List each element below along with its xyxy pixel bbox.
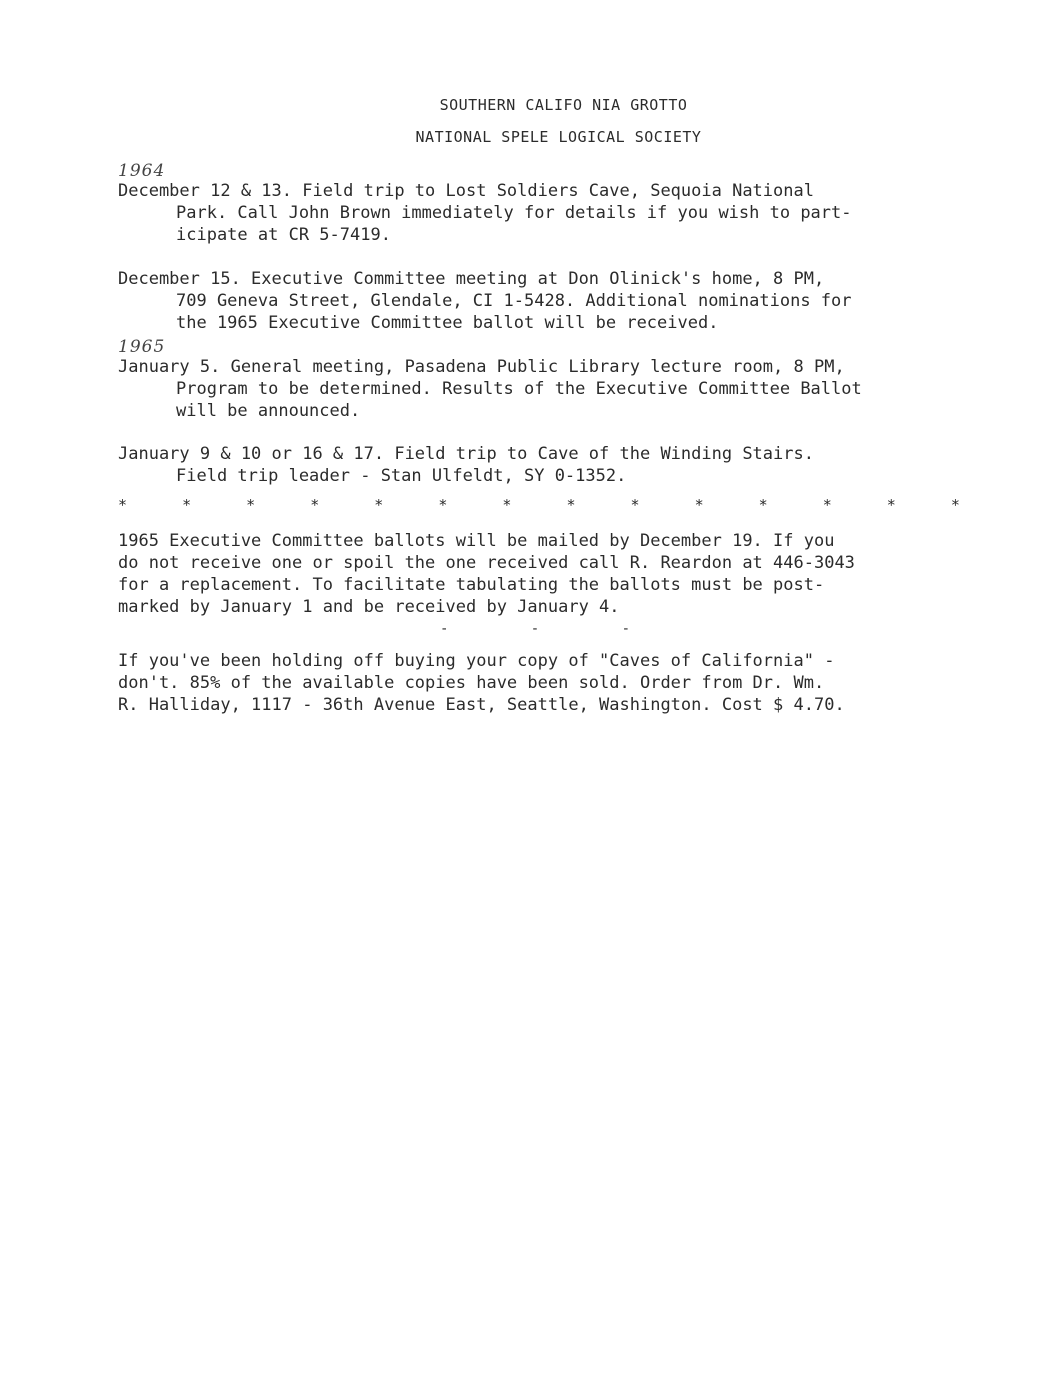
- entry-line: Program to be determined. Results of the Executive Committee Ballot: [176, 379, 862, 399]
- paragraph-line: do not receive one or spoil the one received call R. Reardon at 446-3043: [118, 553, 855, 573]
- entry-line: 709 Geneva Street, Glendale, CI 1-5428. Additional nominations for: [176, 291, 852, 311]
- separator-star: *: [694, 496, 704, 514]
- separator-star: *: [886, 496, 896, 514]
- separator-star: *: [118, 496, 128, 514]
- entry-line: December 15. Executive Committee meeting at Don Olinick's home, 8 PM,: [118, 269, 825, 289]
- entry-line: January 5. General meeting, Pasadena Public Library lecture room, 8 PM,: [118, 357, 845, 377]
- separator-star: *: [502, 496, 512, 514]
- dash-separator: [440, 618, 630, 640]
- separator-dash: -: [621, 621, 630, 637]
- paragraph-line: 1965 Executive Committee ballots will be mailed by December 19. If you: [118, 531, 835, 551]
- separator-star: *: [438, 496, 448, 514]
- caves-book-paragraph: [118, 650, 978, 716]
- paragraph-line: If you've been holding off buying your copy of "Caves of California" -: [118, 651, 835, 671]
- star-separator: [118, 494, 960, 516]
- entry-line: will be announced.: [176, 401, 361, 421]
- paragraph-line: R. Halliday, 1117 - 36th Avenue East, Seattle, Washington. Cost $ 4.70.: [118, 695, 845, 715]
- separator-star: *: [822, 496, 832, 514]
- entry-line: icipate at CR 5-7419.: [176, 225, 391, 245]
- separator-star: *: [566, 496, 576, 514]
- separator-dash: -: [440, 621, 449, 637]
- entry-line: Field trip leader - Stan Ulfeldt, SY 0-1352.: [176, 466, 627, 486]
- paragraph-line: don't. 85% of the available copies have been sold. Order from Dr. Wm.: [118, 673, 825, 693]
- calendar-entry-3: [118, 356, 978, 422]
- separator-star: *: [950, 496, 960, 514]
- handwritten-year-1965: 1965: [118, 337, 166, 357]
- entry-line: Park. Call John Brown immediately for details if you wish to part-: [176, 203, 852, 223]
- separator-star: *: [182, 496, 192, 514]
- paragraph-line: for a replacement. To facilitate tabulating the ballots must be post-: [118, 575, 825, 595]
- separator-star: *: [630, 496, 640, 514]
- entry-line: December 12 & 13. Field trip to Lost Soldiers Cave, Sequoia National: [118, 181, 814, 201]
- paragraph-line: marked by January 1 and be received by January 4.: [118, 597, 620, 617]
- org-subtitle: NATIONAL SPELE LOGICAL SOCIETY: [415, 128, 702, 146]
- separator-star: *: [246, 496, 256, 514]
- calendar-entry-1: [118, 180, 978, 246]
- separator-star: *: [758, 496, 768, 514]
- separator-dash: -: [530, 621, 540, 637]
- org-title: SOUTHERN CALIFO NIA GROTTO: [439, 96, 688, 114]
- separator-star: *: [374, 496, 384, 514]
- entry-line: the 1965 Executive Committee ballot will be received.: [176, 313, 719, 333]
- entry-line: January 9 & 10 or 16 & 17. Field trip to Cave of the Winding Stairs.: [118, 444, 814, 464]
- calendar-entry-4: [118, 443, 978, 487]
- ballot-paragraph: [118, 530, 978, 618]
- handwritten-year-1964: 1964: [118, 161, 166, 181]
- separator-star: *: [310, 496, 320, 514]
- calendar-entry-2: [118, 268, 978, 334]
